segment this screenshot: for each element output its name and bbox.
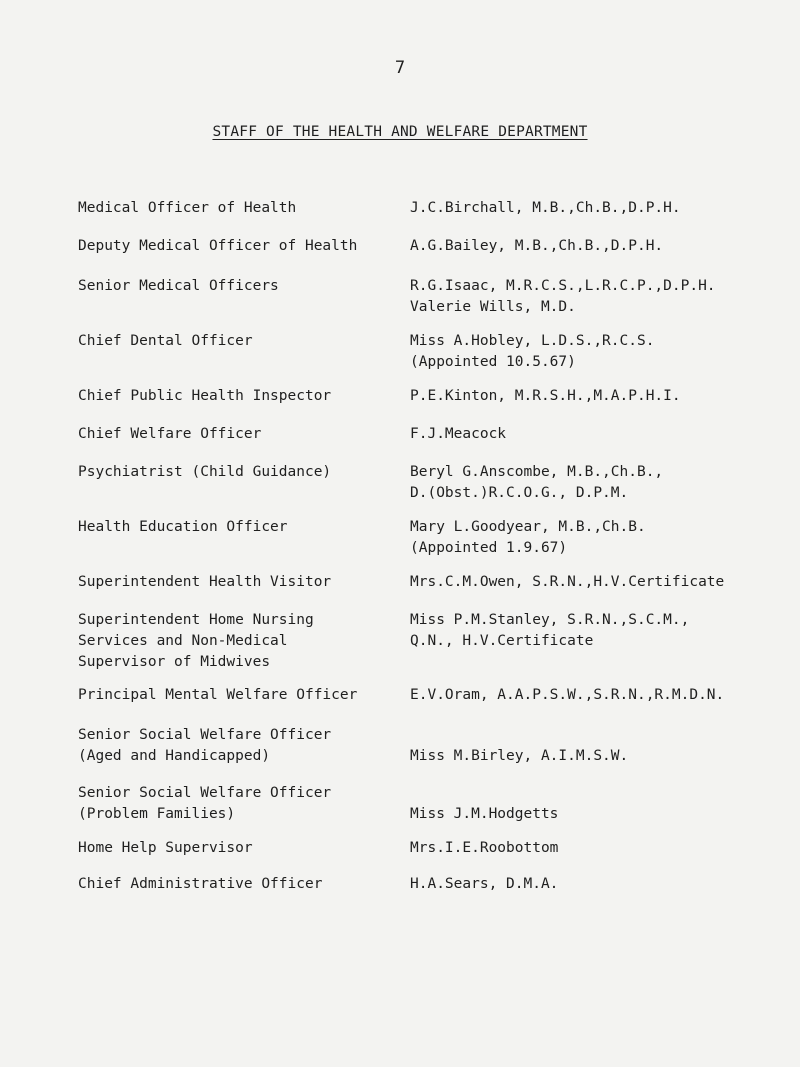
name-line: (Appointed 1.9.67): [410, 540, 568, 556]
staff-role: [78, 236, 398, 257]
name-line: Miss J.M.Hodgetts: [410, 806, 559, 822]
role-line: Medical Officer of Health: [78, 200, 297, 216]
role-line: Services and Non-Medical: [78, 633, 288, 649]
page-title-text: STAFF OF THE HEALTH AND WELFARE DEPARTMENT: [212, 124, 588, 140]
name-line: Miss A.Hobley, L.D.S.,R.C.S.: [410, 333, 655, 349]
staff-name: [410, 517, 795, 559]
name-line: Miss M.Birley, A.I.M.S.W.: [410, 748, 629, 764]
staff-role: [78, 572, 398, 593]
name-line: Beryl G.Anscombe, M.B.,Ch.B.,: [410, 464, 664, 480]
staff-name: [410, 685, 795, 706]
role-line: Senior Social Welfare Officer: [78, 785, 332, 801]
role-line: Chief Welfare Officer: [78, 426, 262, 442]
name-line: [410, 725, 795, 746]
name-line: A.G.Bailey, M.B.,Ch.B.,D.P.H.: [410, 238, 664, 254]
role-line: Principal Mental Welfare Officer: [78, 687, 358, 703]
role-line: Superintendent Home Nursing: [78, 612, 314, 628]
staff-role: [78, 424, 398, 445]
staff-role: [78, 517, 398, 538]
staff-role: [78, 838, 398, 859]
staff-role: [78, 198, 398, 219]
staff-name: [410, 783, 795, 825]
name-line: Miss P.M.Stanley, S.R.N.,S.C.M.,: [410, 612, 690, 628]
staff-name: [410, 424, 795, 445]
name-line: E.V.Oram, A.A.P.S.W.,S.R.N.,R.M.D.N.: [410, 687, 725, 703]
staff-role: [78, 331, 398, 352]
staff-name: [410, 386, 795, 407]
name-line: F.J.Meacock: [410, 426, 507, 442]
staff-name: [410, 198, 795, 219]
name-line: Mary L.Goodyear, M.B.,Ch.B.: [410, 519, 646, 535]
role-line: (Aged and Handicapped): [78, 748, 271, 764]
staff-role: [78, 462, 398, 483]
name-line: J.C.Birchall, M.B.,Ch.B.,D.P.H.: [410, 200, 681, 216]
name-line: H.A.Sears, D.M.A.: [410, 876, 559, 892]
staff-role: [78, 386, 398, 407]
name-line: Valerie Wills, M.D.: [410, 299, 576, 315]
role-line: Senior Medical Officers: [78, 278, 279, 294]
role-line: Superintendent Health Visitor: [78, 574, 332, 590]
staff-role: [78, 874, 398, 895]
role-line: Deputy Medical Officer of Health: [78, 238, 358, 254]
staff-name: [410, 838, 795, 859]
name-line: Mrs.I.E.Roobottom: [410, 840, 559, 856]
staff-role: [78, 725, 398, 767]
staff-name: [410, 572, 795, 593]
staff-name: [410, 276, 795, 318]
name-line: R.G.Isaac, M.R.C.S.,L.R.C.P.,D.P.H.: [410, 278, 716, 294]
staff-role: [78, 276, 398, 297]
role-line: Health Education Officer: [78, 519, 288, 535]
page-title: [0, 124, 800, 140]
name-line: P.E.Kinton, M.R.S.H.,M.A.P.H.I.: [410, 388, 681, 404]
name-line: D.(Obst.)R.C.O.G., D.P.M.: [410, 485, 629, 501]
name-line: Mrs.C.M.Owen, S.R.N.,H.V.Certificate: [410, 574, 725, 590]
role-line: Senior Social Welfare Officer: [78, 727, 332, 743]
staff-name: [410, 331, 795, 373]
role-line: Psychiatrist (Child Guidance): [78, 464, 332, 480]
role-line: Supervisor of Midwives: [78, 654, 271, 670]
staff-name: [410, 236, 795, 257]
staff-name: [410, 462, 795, 504]
name-line: [410, 783, 795, 804]
role-line: (Problem Families): [78, 806, 236, 822]
role-line: Chief Administrative Officer: [78, 876, 323, 892]
staff-role: [78, 783, 398, 825]
name-line: (Appointed 10.5.67): [410, 354, 576, 370]
staff-name: [410, 725, 795, 767]
role-line: Chief Public Health Inspector: [78, 388, 332, 404]
staff-name: [410, 874, 795, 895]
staff-role: [78, 610, 398, 673]
staff-role: [78, 685, 398, 706]
role-line: Home Help Supervisor: [78, 840, 253, 856]
staff-name: [410, 610, 795, 652]
page-number: 7: [394, 58, 406, 78]
name-line: Q.N., H.V.Certificate: [410, 633, 594, 649]
role-line: Chief Dental Officer: [78, 333, 253, 349]
